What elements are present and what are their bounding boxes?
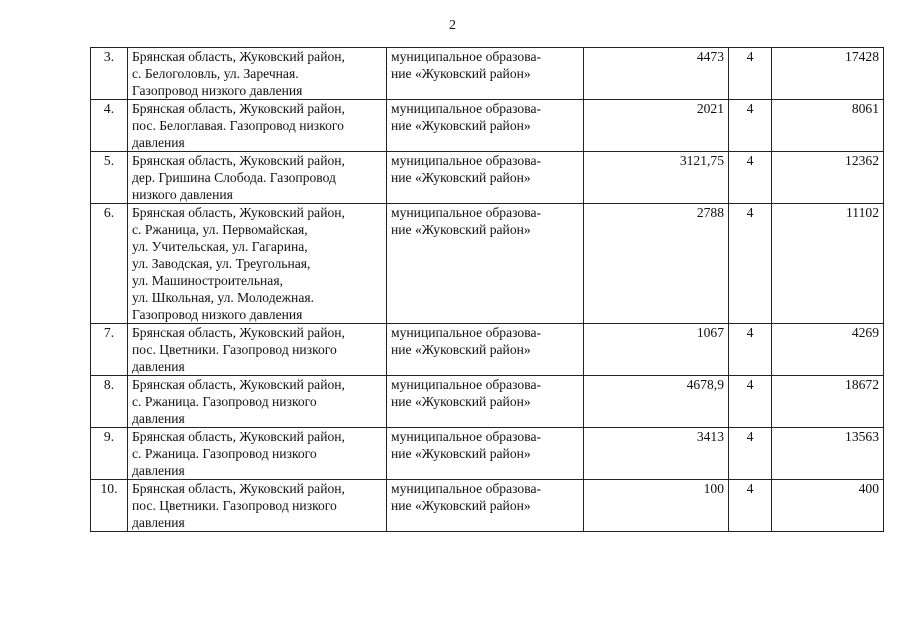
- owner-line: ние «Жуковский район»: [391, 446, 531, 461]
- address-line: Брянская область, Жуковский район,: [132, 153, 345, 168]
- address-line: пос. Цветники. Газопровод низкого: [132, 342, 337, 357]
- address-line: Брянская область, Жуковский район,: [132, 325, 345, 340]
- owner-line: муниципальное образова-: [391, 325, 542, 340]
- address-cell: [128, 428, 387, 480]
- volume-cell: 13563: [772, 428, 884, 480]
- address-line: давления: [132, 515, 185, 530]
- volume-cell: 17428: [772, 48, 884, 100]
- owner-line: муниципальное образова-: [391, 49, 542, 64]
- owner-line: ние «Жуковский район»: [391, 118, 531, 133]
- address-line: Брянская область, Жуковский район,: [132, 49, 345, 64]
- owner-line: ние «Жуковский район»: [391, 66, 531, 81]
- pressure-cell: 4: [729, 48, 772, 100]
- owner-line: муниципальное образова-: [391, 377, 542, 392]
- volume-cell: 4269: [772, 324, 884, 376]
- address-line: Брянская область, Жуковский район,: [132, 429, 345, 444]
- address-line: с. Ржаница. Газопровод низкого: [132, 446, 317, 461]
- table-row: [91, 100, 884, 152]
- address-line: с. Ржаница. Газопровод низкого: [132, 394, 317, 409]
- owner-cell: [387, 480, 584, 532]
- pressure-cell: 4: [729, 428, 772, 480]
- address-cell: [128, 204, 387, 324]
- owner-line: муниципальное образова-: [391, 481, 542, 496]
- table-row: [91, 204, 884, 324]
- address-cell: [128, 376, 387, 428]
- owner-line: муниципальное образова-: [391, 101, 542, 116]
- address-line: давления: [132, 411, 185, 426]
- address-line: Брянская область, Жуковский район,: [132, 377, 345, 392]
- address-line: Брянская область, Жуковский район,: [132, 205, 345, 220]
- owner-cell: [387, 428, 584, 480]
- owner-line: муниципальное образова-: [391, 429, 542, 444]
- table-row: [91, 152, 884, 204]
- address-line: ул. Школьная, ул. Молодежная.: [132, 290, 315, 305]
- address-line: низкого давления: [132, 187, 233, 202]
- table-row: [91, 480, 884, 532]
- row-number: 9.: [91, 428, 128, 480]
- length-cell: 4473: [584, 48, 729, 100]
- address-cell: [128, 152, 387, 204]
- address-line: давления: [132, 135, 185, 150]
- page-number: 2: [449, 18, 456, 33]
- pressure-cell: 4: [729, 204, 772, 324]
- volume-cell: 11102: [772, 204, 884, 324]
- address-line: с. Белоголовль, ул. Заречная.: [132, 66, 299, 81]
- owner-cell: [387, 324, 584, 376]
- owner-line: ние «Жуковский район»: [391, 394, 531, 409]
- owner-line: ние «Жуковский район»: [391, 342, 531, 357]
- address-line: дер. Гришина Слобода. Газопровод: [132, 170, 336, 185]
- length-cell: 3413: [584, 428, 729, 480]
- pressure-cell: 4: [729, 480, 772, 532]
- volume-cell: 18672: [772, 376, 884, 428]
- length-cell: 2021: [584, 100, 729, 152]
- address-line: ул. Заводская, ул. Треугольная,: [132, 256, 311, 271]
- owner-line: ние «Жуковский район»: [391, 170, 531, 185]
- address-cell: [128, 324, 387, 376]
- volume-cell: 400: [772, 480, 884, 532]
- address-cell: [128, 480, 387, 532]
- owner-line: муниципальное образова-: [391, 205, 542, 220]
- table-row: [91, 376, 884, 428]
- table-row: [91, 48, 884, 100]
- address-line: ул. Машиностроительная,: [132, 273, 283, 288]
- owner-cell: [387, 100, 584, 152]
- address-line: с. Ржаница, ул. Первомайская,: [132, 222, 308, 237]
- address-line: давления: [132, 463, 185, 478]
- table-row: [91, 324, 884, 376]
- address-line: ул. Учительская, ул. Гагарина,: [132, 239, 308, 254]
- volume-cell: 12362: [772, 152, 884, 204]
- table-row: [91, 428, 884, 480]
- table-body: [91, 48, 884, 532]
- address-line: пос. Белоглавая. Газопровод низкого: [132, 118, 344, 133]
- row-number: 3.: [91, 48, 128, 100]
- owner-cell: [387, 152, 584, 204]
- row-number: 5.: [91, 152, 128, 204]
- address-line: Брянская область, Жуковский район,: [132, 481, 345, 496]
- pressure-cell: 4: [729, 376, 772, 428]
- row-number: 7.: [91, 324, 128, 376]
- owner-cell: [387, 376, 584, 428]
- pressure-cell: 4: [729, 324, 772, 376]
- length-cell: 1067: [584, 324, 729, 376]
- address-line: Газопровод низкого давления: [132, 83, 303, 98]
- owner-line: муниципальное образова-: [391, 153, 542, 168]
- address-cell: [128, 48, 387, 100]
- length-cell: 2788: [584, 204, 729, 324]
- address-line: пос. Цветники. Газопровод низкого: [132, 498, 337, 513]
- address-line: Брянская область, Жуковский район,: [132, 101, 345, 116]
- owner-line: ние «Жуковский район»: [391, 498, 531, 513]
- row-number: 4.: [91, 100, 128, 152]
- owner-cell: [387, 204, 584, 324]
- pipeline-table: [90, 47, 884, 532]
- row-number: 10.: [91, 480, 128, 532]
- length-cell: 100: [584, 480, 729, 532]
- pressure-cell: 4: [729, 100, 772, 152]
- length-cell: 3121,75: [584, 152, 729, 204]
- address-cell: [128, 100, 387, 152]
- address-line: Газопровод низкого давления: [132, 307, 303, 322]
- length-cell: 4678,9: [584, 376, 729, 428]
- pressure-cell: 4: [729, 152, 772, 204]
- owner-cell: [387, 48, 584, 100]
- row-number: 8.: [91, 376, 128, 428]
- row-number: 6.: [91, 204, 128, 324]
- volume-cell: 8061: [772, 100, 884, 152]
- owner-line: ние «Жуковский район»: [391, 222, 531, 237]
- address-line: давления: [132, 359, 185, 374]
